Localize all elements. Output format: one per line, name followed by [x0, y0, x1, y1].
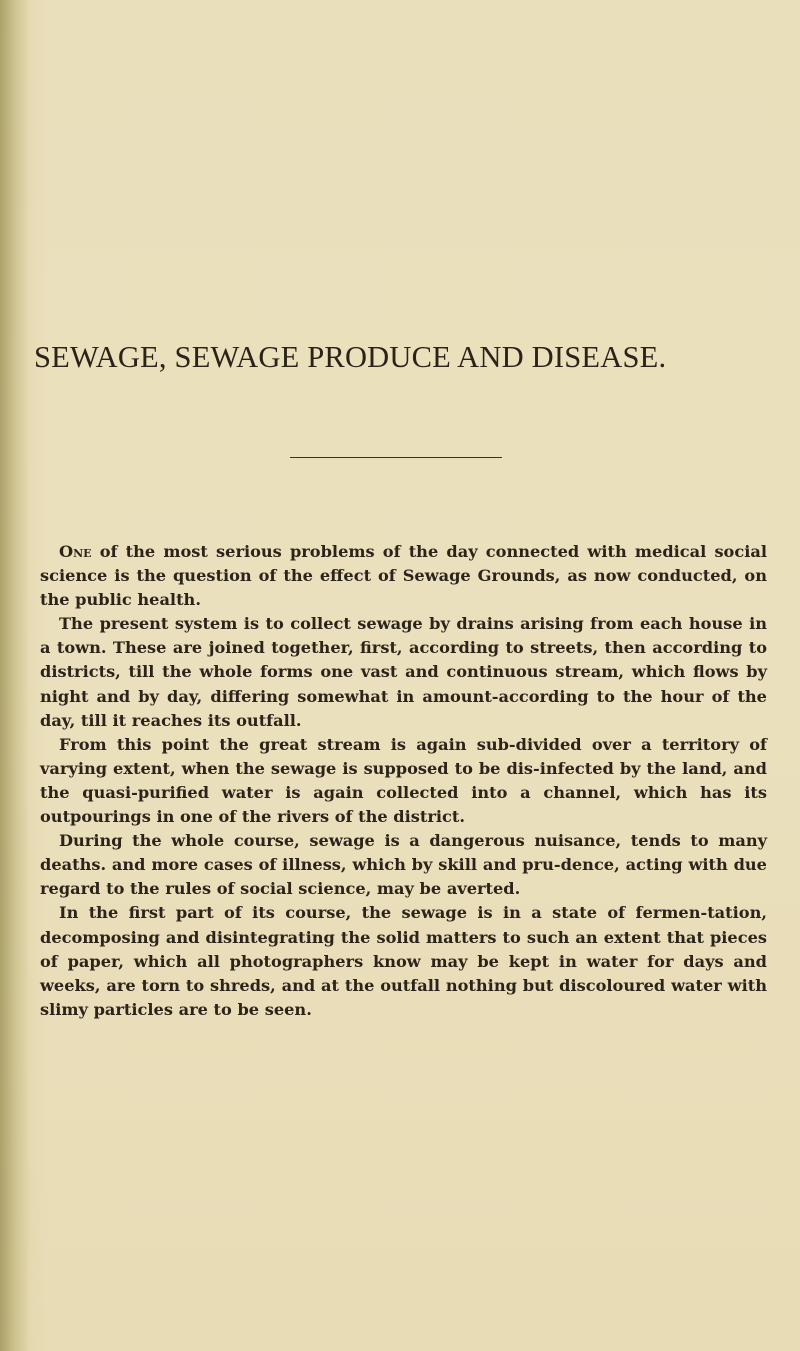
paragraph-2: The present system is to collect sewage by drains arising from each house in a town. These are joined together, first, according to streets, then according to districts, till the whole forms one vast and continuous stream, which flows by night and by day, differing somewhat in amount-according to the hour of the day, till it reaches its outfall.: [40, 614, 767, 730]
paragraph-1-text: of the most serious problems of the day connected with medical social science is the question of the effect of Sewage Grounds, as now conducted, on the public health.: [40, 542, 767, 610]
paragraph-4: During the whole course, sewage is a dangerous nuisance, tends to many deaths. and more cases of illness, which by skill and pru-dence, acting with due regard to the rules of social science, may be averted.: [40, 831, 767, 899]
page-title: SEWAGE, SEWAGE PRODUCE AND DISEASE.: [34, 340, 667, 374]
paragraph-1: [40, 540, 767, 612]
paragraph-lead-word: One: [59, 542, 92, 561]
paragraph-5: In the first part of its course, the sewage is in a state of fermen-tation, decomposing and disintegrating the solid matters to such an extent that pieces of paper, which all photographers know may be kept in water for days and weeks, are torn to shreds, and at the outfall nothing but discoloured water with slimy particles are to be seen.: [40, 903, 767, 1019]
paragraph-3: From this point the great stream is again sub-divided over a territory of varying extent, when the sewage is supposed to be dis-infected by the land, and the quasi-purified water is again collected into a channel, which has its outpourings in one of the rivers of the district.: [40, 734, 767, 827]
title-divider: [290, 457, 502, 458]
body-text: [40, 540, 767, 1022]
